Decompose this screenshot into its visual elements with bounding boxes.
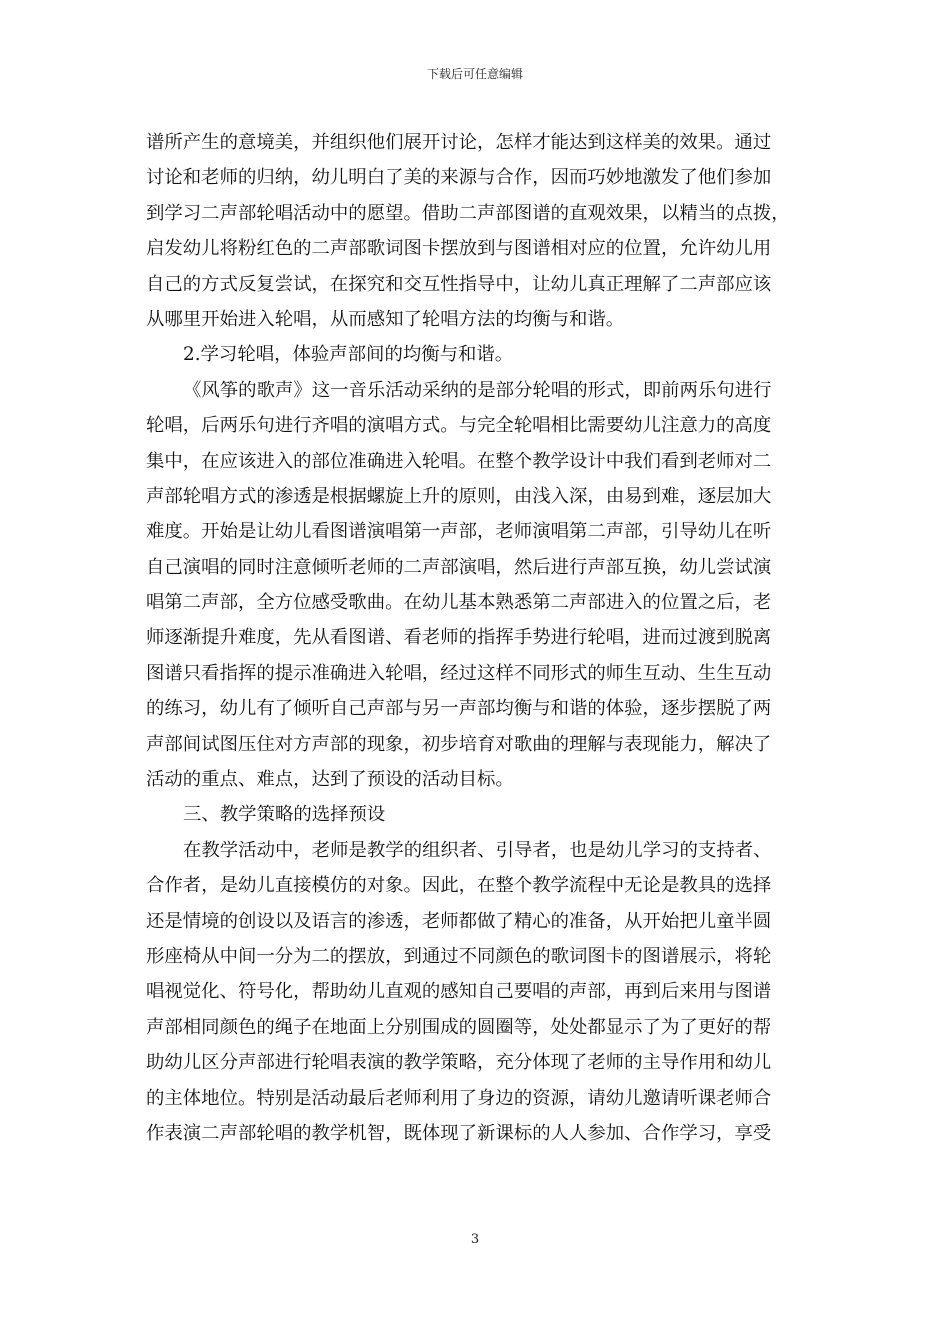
text-line: 谱所产生的意境美，并组织他们展开讨论，怎样才能达到这样美的效果。通过 xyxy=(146,132,772,153)
text-line: 讨论和老师的归纳，幼儿明白了美的来源与合作，因而巧妙地激发了他们参加 xyxy=(146,167,772,189)
body-text xyxy=(146,125,806,1151)
text-line: 自己的方式反复尝试，在探究和交互性指导中，让幼儿真正理解了二声部应该 xyxy=(146,273,772,295)
text-line: 声部相同颜色的绳子在地面上分别围成的圆圈等，处处都显示了为了更好的帮 xyxy=(146,1016,772,1038)
text-line: 唱第二声部，全方位感受歌曲。在幼儿基本熟悉第二声部进入的位置之后，老 xyxy=(146,592,772,614)
text-line: 还是情境的创设以及语言的渗透，老师都做了精心的准备，从开始把儿童半圆 xyxy=(146,910,772,932)
text-line: 启发幼儿将粉红色的二声部歌词图卡摆放到与图谱相对应的位置，允许幼儿用 xyxy=(146,238,772,260)
text-line: 三、教学策略的选择预设 xyxy=(183,804,386,826)
text-line: 到学习二声部轮唱活动中的愿望。借助二声部图谱的直观效果，以精当的点拨， xyxy=(146,202,790,224)
text-line: 师逐渐提升难度，先从看图谱、看老师的指挥手势进行轮唱，进而过渡到脱离 xyxy=(146,627,772,649)
text-line: 合作者，是幼儿直接模仿的对象。因此，在整个教学流程中无论是教具的选择 xyxy=(146,875,772,897)
text-line: 声部轮唱方式的渗透是根据螺旋上升的原则，由浅入深，由易到难，逐层加大 xyxy=(146,485,772,507)
text-line: 从哪里开始进入轮唱，从而感知了轮唱方法的均衡与和谐。 xyxy=(146,308,625,330)
text-line: 的主体地位。特别是活动最后老师利用了身边的资源，请幼儿邀请听课老师合 xyxy=(146,1087,772,1109)
page-header: 下载后可任意编辑 xyxy=(426,67,523,81)
text-line: 在教学活动中，老师是教学的组织者、引导者，也是幼儿学习的支持者、 xyxy=(183,839,772,861)
text-line: 集中，在应该进入的部位准确进入轮唱。在整个教学设计中我们看到老师对二 xyxy=(146,450,772,472)
text-line: 2.学习轮唱，体验声部间的均衡与和谐。 xyxy=(183,344,514,366)
text-line: 作表演二声部轮唱的教学机智，既体现了新课标的人人参加、合作学习，享受 xyxy=(146,1122,772,1144)
text-line: 的练习，幼儿有了倾听自己声部与另一声部均衡与和谐的体验，逐步摆脱了两 xyxy=(146,698,772,720)
text-line: 声部间试图压住对方声部的现象，初步培育对歌曲的理解与表现能力，解决了 xyxy=(146,733,772,755)
page-number: 3 xyxy=(470,1232,480,1247)
text-line: 唱视觉化、符号化，帮助幼儿直观的感知自己要唱的声部，再到后来用与图谱 xyxy=(146,981,772,1003)
text-line: 图谱只看指挥的提示准确进入轮唱，经过这样不同形式的师生互动、生生互动 xyxy=(146,662,772,684)
text-line: 轮唱，后两乐句进行齐唱的演唱方式。与完全轮唱相比需要幼儿注意力的高度 xyxy=(146,415,772,437)
text-line: 活动的重点、难点，达到了预设的活动目标。 xyxy=(146,769,514,791)
text-line: 助幼儿区分声部进行轮唱表演的教学策略，充分体现了老师的主导作用和幼儿 xyxy=(146,1052,772,1074)
text-line: 形座椅从中间一分为二的摆放，到通过不同颜色的歌词图卡的图谱展示，将轮 xyxy=(146,945,772,967)
text-line: 《风筝的歌声》这一音乐活动采纳的是部分轮唱的形式，即前两乐句进行 xyxy=(183,379,772,401)
text-line: 难度。开始是让幼儿看图谱演唱第一声部，老师演唱第二声部，引导幼儿在听 xyxy=(146,521,772,543)
text-line: 自己演唱的同时注意倾听老师的二声部演唱，然后进行声部互换，幼儿尝试演 xyxy=(146,556,772,578)
